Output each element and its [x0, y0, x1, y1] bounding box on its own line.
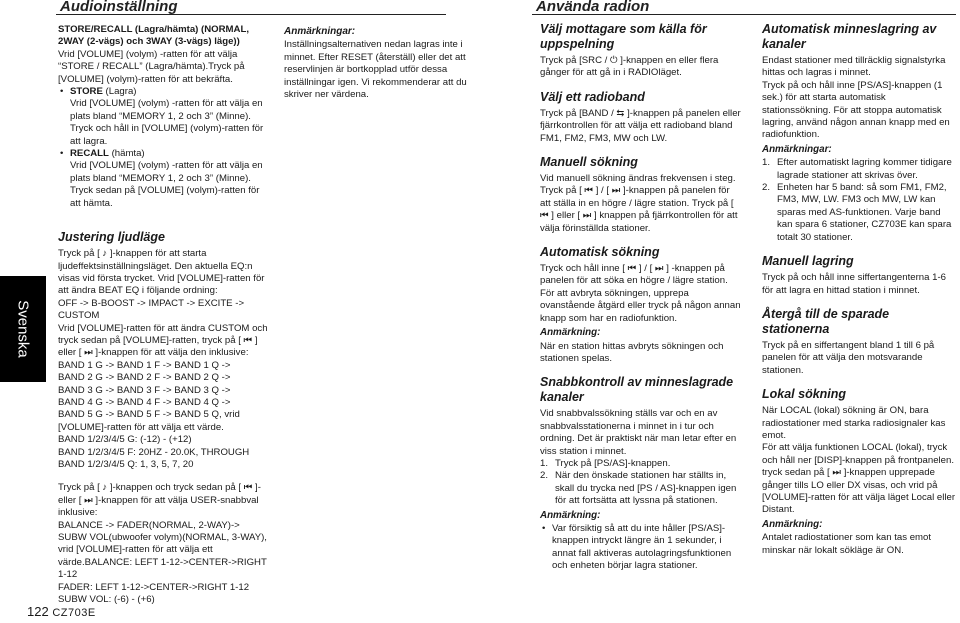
- auto-store-notes: [762, 157, 956, 244]
- heading-select-receiver: Välj mottagare som källa för uppspelning: [540, 22, 707, 51]
- heading-local-search: Lokal sökning: [762, 387, 847, 402]
- list-item: [58, 86, 270, 148]
- recall-label: RECALL: [70, 148, 109, 160]
- recall-text: (hämta) Vrid [VOLUME] (volym) -ratten för att välja en plats bland “MEMORY 1, 2 och 3” (Minne). Tryck sedan på [VOLUME] (volym)-ratten för att hämta.: [70, 148, 263, 209]
- store-recall-list: [58, 86, 270, 210]
- sound-mode-line: BAND 1/2/3/4/5 G: (-12) - (+12): [58, 434, 192, 446]
- list-item: [58, 148, 270, 210]
- preset-scan-note-list: [540, 523, 742, 573]
- step-text: Tryck på [PS/AS]-knappen.: [555, 457, 671, 469]
- column-audio-notes: [284, 24, 476, 101]
- sound-mode-line: BAND 2 G -> BAND 2 F -> BAND 2 Q ->: [58, 372, 231, 384]
- sound-mode-line: Vrid [VOLUME]-ratten för att ändra CUSTOM och tryck sedan på [VOLUME]-ratten, tryck på [ ⏮ ] eller [ ⏭ ]-knappen för att välja den inklusive:: [58, 322, 268, 359]
- heading-auto-store: Automatisk minneslagring av kanaler: [762, 22, 937, 51]
- notes-text: Inställningsalternativen nedan lagras inte i minnet. Efter RESET (återställ) eller det att reservlinjen är bortkopplad utför dessa inställningar igen. Vi rekommenderar att du skriver ner värdena.: [284, 39, 467, 101]
- column-radio-memory: [762, 22, 956, 557]
- section-header-radio: [532, 0, 956, 15]
- local-search-note-title: Anmärkning:: [762, 518, 823, 530]
- sound-mode-line: OFF -> B-BOOST -> IMPACT -> EXCITE -> CUSTOM: [58, 297, 245, 322]
- local-search-note-text: Antalet radiostationer som kan tas emot minskar när lokalt sökläge är ON.: [762, 532, 932, 556]
- user-preset-line: FADER: LEFT 1-12->CENTER->RIGHT 1-12: [58, 581, 250, 593]
- page-footer: [27, 604, 96, 619]
- column-audio-settings: [58, 24, 270, 606]
- store-label: STORE: [70, 86, 103, 98]
- manual-search-text: Vid manuell sökning ändras frekvensen i steg. Tryck på [ ⏮ ] / [ ⏭ ]-knappen på panelen för att ställa in en högre / lägre station. Tryck på [ ⏮ ] eller [ ⏭ ] knappen på fjärrkontrollen för att välja förinställda stationer.: [540, 173, 738, 234]
- recall-stations-text: Tryck på en siffertangent bland 1 till 6 på panelen för att välja den motsvarande stationen.: [762, 339, 935, 376]
- notes-title: Anmärkningar:: [284, 26, 356, 37]
- auto-search-cancel-text: För att avbryta sökningen, upprepa ovanstående åtgärd eller tryck på någon annan knapp som har en radiofunktion.: [540, 287, 741, 324]
- store-recall-title: STORE/RECALL (Lagra/hämta) (NORMAL, 2WAY (2-vägs) och 3WAY (3-vägs) läge)): [58, 24, 249, 48]
- sound-mode-line: BAND 5 G -> BAND 5 F -> BAND 5 Q, vrid [VOLUME]-ratten för att välja ett värde.: [58, 409, 240, 433]
- auto-search-note-text: När en station hittas avbryts sökningen och stationen spelas.: [540, 340, 724, 364]
- user-preset-line: SUBW VOL: (-6) - (+6): [58, 594, 155, 606]
- heading-recall-stations: Återgå till de sparade stationerna: [762, 306, 890, 336]
- language-side-tab: [0, 276, 46, 382]
- preset-scan-steps: [540, 458, 742, 508]
- heading-select-band: Välj ett radioband: [540, 89, 645, 104]
- auto-store-text: Endast stationer med tillräcklig signalstyrka hittas och lagras i minnet.: [762, 55, 946, 79]
- auto-store-text-2: Tryck på och håll inne [PS/AS]-knappen (1 sek.) för att starta automatisk stationssökning. För att stoppa automatisk lagring, använd någon annan knapp med en radiofunktion.: [762, 79, 950, 141]
- heading-manual-store: Manuell lagring: [762, 254, 854, 269]
- heading-preset-scan: Snabbkontroll av minneslagrade kanaler: [540, 375, 734, 405]
- note-text: Efter automatiskt lagring kommer tidigare lagrade stationer att skrivas över.: [777, 157, 952, 181]
- section-title-radio: Använda radion: [536, 0, 650, 15]
- sound-mode-line: Tryck på [ ♪ ]-knappen för att starta ljudeffektsinställningsläget. Den aktuella EQ:n visas vid första trycket. Vrid [VOLUME]-ratten för att ändra BEAT EQ i följande ordning:: [58, 248, 265, 297]
- language-label: Svenska: [14, 300, 32, 358]
- sound-mode-line: BAND 4 G -> BAND 4 F -> BAND 4 Q ->: [58, 396, 231, 408]
- sound-mode-line: BAND 1 G -> BAND 1 F -> BAND 1 Q ->: [58, 359, 231, 371]
- sound-mode-line: BAND 1/2/3/4/5 Q: 1, 3, 5, 7, 20: [58, 459, 194, 470]
- note-text: Var försiktig så att du inte håller [PS/AS]-knappen intryckt längre än 1 sekunder, i annat fall aktiveras autolagringsfunktionen och enheten börjar lagra stationer.: [552, 522, 732, 572]
- section-title-audio: Audioinställning: [60, 0, 178, 15]
- store-recall-intro: Vrid [VOLUME] (volym) -ratten för att välja “STORE / RECALL” (Lagra/hämta).Tryck på [VOLUME] (volym)-ratten för att bekräfta.: [58, 48, 245, 85]
- user-preset-line: Tryck på [ ♪ ]-knappen och tryck sedan på [ ⏮ ]- eller [ ⏭ ]-knappen för att välja USER-snabbval inklusive:: [58, 482, 261, 519]
- select-receiver-text: Tryck på [SRC / ⏻ ]-knappen en eller flera gånger för att gå in i RADIOläget.: [540, 55, 719, 79]
- step-text: När den önskade stationen har ställts in, skall du trycka ned [PS / AS]-knappen igen för att fortsätta att lyssna på stationen.: [555, 470, 737, 507]
- select-band-text: Tryck på [BAND / ⇆ ]-knappen på panelen eller fjärrkontrollen för att välja ett radioband bland FM1, FM2, FM3, MW och LW.: [540, 107, 741, 144]
- local-search-text-2: För att välja funktionen LOCAL (lokal), tryck och håll ner [DISP]-knappen på frontpanelen. tryck sedan på [ ⏭ ]-knappen upprepade gånger tills LO eller DX visas, och vrid på [VOLUME]-ratten för att välja läget Local eller Distant.: [762, 442, 956, 516]
- auto-store-notes-title: Anmärkningar:: [762, 143, 832, 155]
- auto-search-note-title: Anmärkning:: [540, 327, 601, 339]
- note-text: Enheten har 5 band: så som FM1, FM2, FM3, MW, LW. FM3 och MW, LW kan sparas med AS-funktionen. Varje band kan spara 6 stationer, CZ703E kan spara totalt 30 stationer.: [777, 182, 952, 243]
- list-item: 1. Efter automatiskt lagring kommer tidigare lagrade stationer att skrivas över.: [762, 157, 952, 181]
- preset-scan-note-title: Anmärkning:: [540, 509, 601, 521]
- sound-mode-line: BAND 1/2/3/4/5 F: 20HZ - 20.0K, THROUGH: [58, 446, 250, 458]
- list-item: [540, 523, 742, 573]
- heading-auto-search: Automatisk sökning: [540, 245, 660, 260]
- list-item: 2. När den önskade stationen har ställts in, skall du trycka ned [PS / AS]-knappen igen för att fortsätta att lyssna på stationen.: [540, 470, 737, 507]
- store-text: (Lagra) Vrid [VOLUME] (volym) -ratten för att välja en plats bland “MEMORY 1, 2 och 3” (Minne). Tryck och håll in [VOLUME] (volym)-ratten för att lagra.: [70, 86, 264, 147]
- heading-sound-mode: Justering ljudläge: [58, 230, 165, 245]
- section-header-audio: [56, 0, 446, 15]
- heading-manual-search: Manuell sökning: [540, 155, 638, 170]
- auto-search-text: Tryck och håll inne [ ⏮ ] / [ ⏭ ] -knappen på panelen för att söka en högre / lägre station.: [540, 263, 728, 287]
- list-item: 2. Enheten har 5 band: så som FM1, FM2, FM3, MW, LW. FM3 och MW, LW kan sparas med AS-funktionen. Varje band kan spara 6 stationer, CZ703E kan spara totalt 30 stationer.: [762, 182, 952, 243]
- manual-store-text: Tryck på och håll inne siffertangenterna 1-6 för att lagra en hittad station i minnet.: [762, 272, 946, 296]
- page-number: 122: [27, 604, 49, 619]
- sound-mode-line: BAND 3 G -> BAND 3 F -> BAND 3 Q ->: [58, 384, 231, 396]
- local-search-text: När LOCAL (lokal) sökning är ON, bara radiostationer med starka radiosignaler kas emot.: [762, 405, 946, 441]
- preset-scan-text: Vid snabbvalssökning ställs var och en av snabbvalsstationerna i minnet in i tur och ordning. Det är praktiskt när man letar efter en viss station i minnet.: [540, 408, 737, 457]
- list-item: 1. Tryck på [PS/AS]-knappen.: [540, 457, 671, 469]
- user-preset-line: BALANCE -> FADER(NORMAL, 2-WAY)-> SUBW VOL(ubwoofer volym)(NORMAL, 3-WAY), vrid [VOLUME]-ratten för att välja ett värde.BALANCE: LEFT 1-12->CENTER->RIGHT 1-12: [58, 519, 267, 581]
- column-radio-basics: [540, 22, 742, 573]
- model-name: CZ703E: [52, 607, 96, 619]
